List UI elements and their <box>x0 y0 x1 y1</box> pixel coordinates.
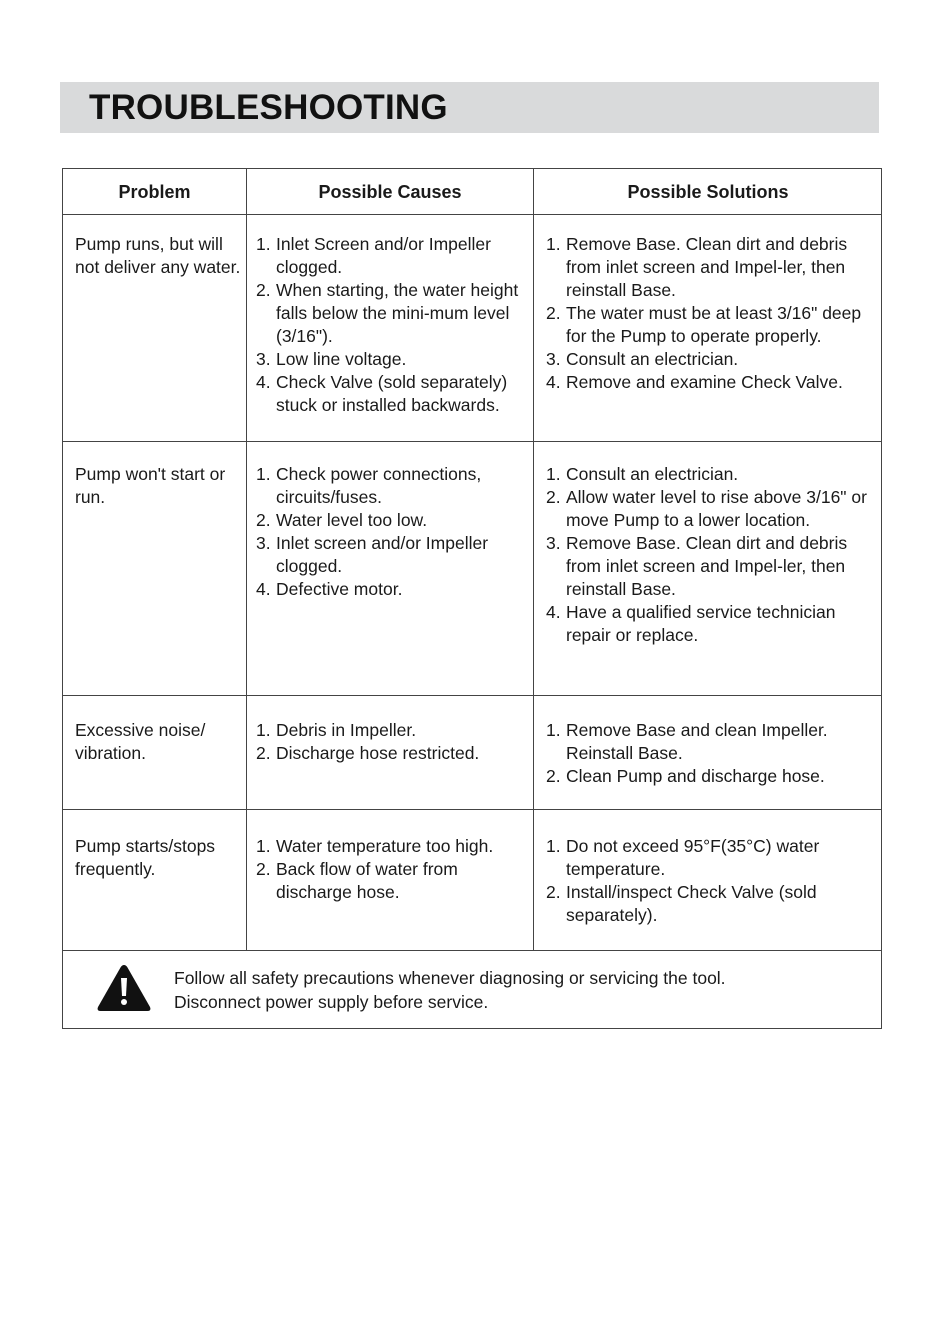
warning-triangle-icon <box>96 963 152 1013</box>
list-item: 2. Water level too low. <box>256 510 428 530</box>
row-4-causes <box>256 835 534 904</box>
header-causes: Possible Causes <box>318 182 462 202</box>
list-item: 2. Back flow of water from discharge hose. <box>256 859 458 902</box>
header-solutions: Possible Solutions <box>627 182 789 202</box>
warning-line-1: Follow all safety precautions whenever diagnosing or servicing the tool. <box>174 968 726 988</box>
row-1-solutions <box>546 233 876 394</box>
list-item: 1. Check power connections, circuits/fuses. <box>256 464 482 507</box>
list-item: 2. Allow water level to rise above 3/16" or move Pump to a lower location. <box>546 487 867 530</box>
list-item: 3. Inlet screen and/or Impeller clogged. <box>256 533 489 576</box>
row-divider <box>63 214 881 215</box>
row-1-problem: Pump runs, but will not deliver any water. <box>75 234 241 277</box>
column-divider <box>246 169 247 950</box>
list-item: 1. Do not exceed 95°F(35°C) water temperature. <box>546 836 820 879</box>
row-2-solutions <box>546 463 876 647</box>
list-item: 4. Have a qualified service technician repair or replace. <box>546 602 836 645</box>
list-item: 4. Defective motor. <box>256 579 403 599</box>
list-item: 2. When starting, the water height falls below the mini-mum level (3/16"). <box>256 280 519 346</box>
row-2-problem: Pump won't start or run. <box>75 464 226 507</box>
row-divider <box>63 695 881 696</box>
troubleshooting-table <box>62 168 882 1029</box>
list-item: 2. Discharge hose restricted. <box>256 743 480 763</box>
list-item: 1. Remove Base. Clean dirt and debris from inlet screen and Impel-ler, then reinstall Base. <box>546 234 848 300</box>
warning-line-2: Disconnect power supply before service. <box>174 992 489 1012</box>
row-3-solutions <box>546 719 876 788</box>
row-4-problem: Pump starts/stops frequently. <box>75 836 216 879</box>
list-item: 4. Remove and examine Check Valve. <box>546 372 843 392</box>
row-2-causes <box>256 463 534 601</box>
row-4-solutions <box>546 835 876 927</box>
list-item: 2. The water must be at least 3/16" deep for the Pump to operate properly. <box>546 303 862 346</box>
list-item: 1. Inlet Screen and/or Impeller clogged. <box>256 234 491 277</box>
list-item: 4. Check Valve (sold separately) stuck or installed backwards. <box>256 372 508 415</box>
row-divider <box>63 441 881 442</box>
list-item: 2. Install/inspect Check Valve (sold separately). <box>546 882 817 925</box>
header-problem: Problem <box>118 182 191 202</box>
list-item: 3. Remove Base. Clean dirt and debris from inlet screen and Impel-ler, then reinstall Base. <box>546 533 848 599</box>
row-3-causes <box>256 719 534 765</box>
list-item: 1. Debris in Impeller. <box>256 720 417 740</box>
row-divider <box>63 809 881 810</box>
safety-warning <box>63 951 881 1029</box>
page-title: TROUBLESHOOTING <box>89 88 448 127</box>
list-item: 2. Clean Pump and discharge hose. <box>546 766 825 786</box>
list-item: 1. Consult an electrician. <box>546 464 739 484</box>
list-item: 3. Low line voltage. <box>256 349 407 369</box>
list-item: 3. Consult an electrician. <box>546 349 739 369</box>
title-bar <box>60 82 879 133</box>
warning-text <box>174 966 726 1014</box>
row-3-problem: Excessive noise/ vibration. <box>75 720 206 763</box>
list-item: 1. Remove Base and clean Impeller. Reinstall Base. <box>546 720 828 763</box>
list-item: 1. Water temperature too high. <box>256 836 494 856</box>
row-1-causes <box>256 233 534 417</box>
